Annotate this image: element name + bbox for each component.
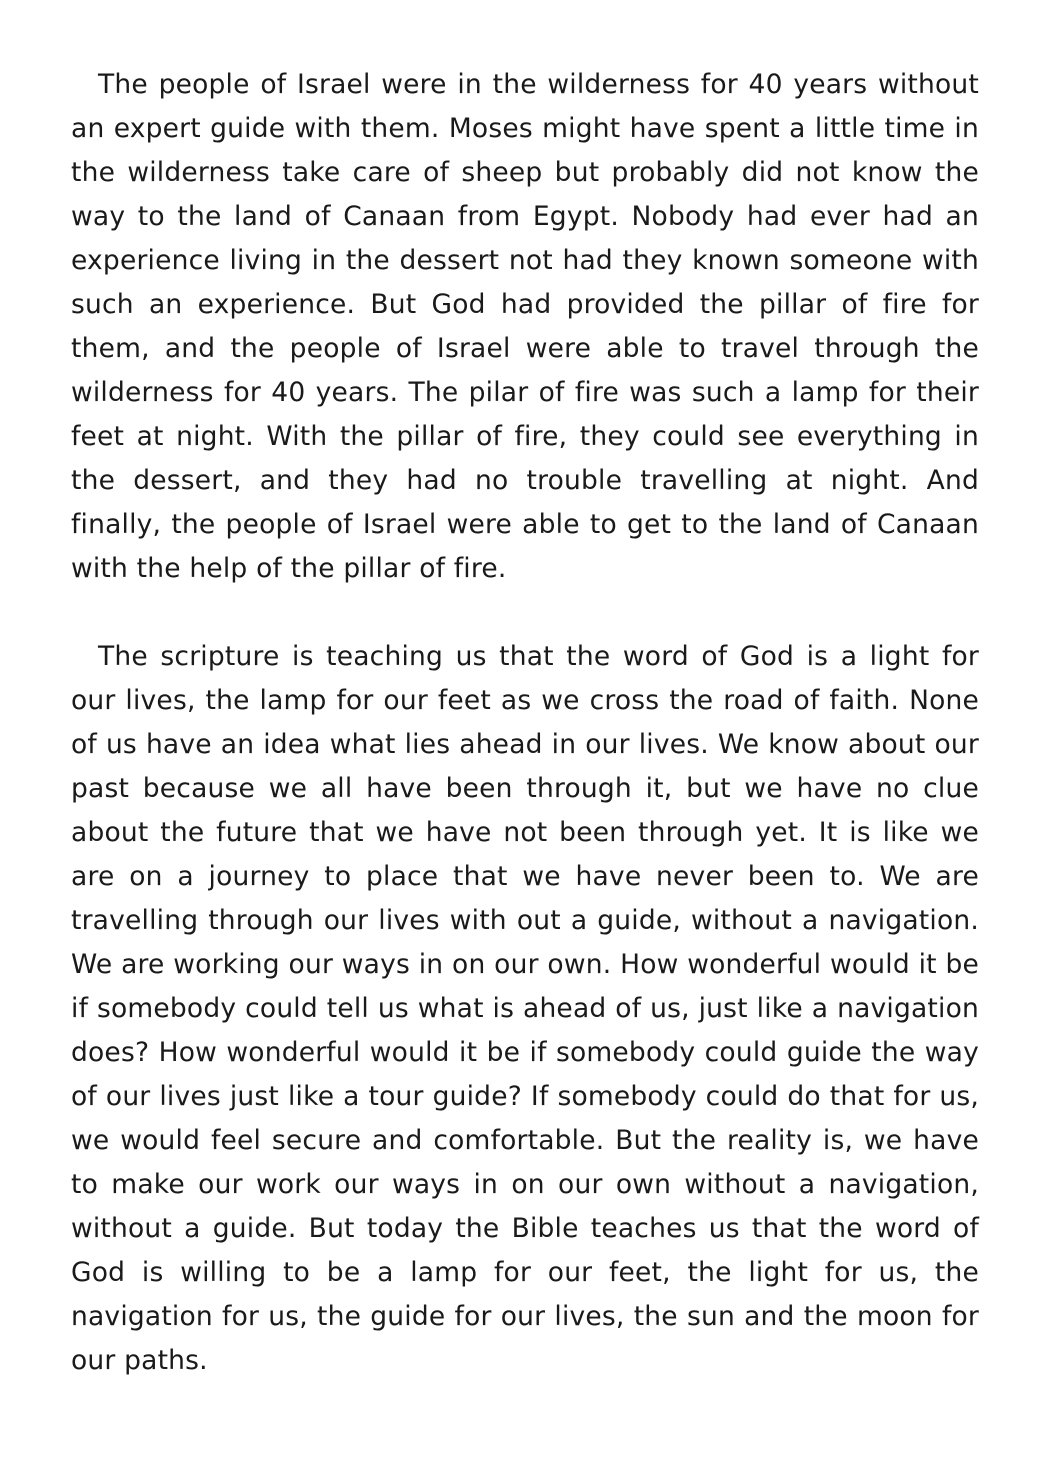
paragraph-word-of-god: The scripture is teaching us that the word of God is a light for our lives, the lamp for our feet as we cross the road of faith. None of us have an idea what lies ahead in our lives. We know about our past because we all have been through it, but we have no clue about the future that we have not been through yet. It is like we are on a journey to place that we have never been to. We are travelling through our lives with out a guide, without a navigation. We are working our ways in on our own. How wonderful would it be if somebody could tell us what is ahead of us, just like a navigation does? How wonderful would it be if somebody could guide the way of our lives just like a tour guide? If somebody could do that for us, we would feel secure and comfortable. But the reality is, we have to make our work our ways in on our own without a navigation, without a guide. But today the Bible teaches us that the word of God is willing to be a lamp for our feet, the light for us, the navigation for us, the guide for our lives, the sun and the moon for our paths.	[71, 641, 979, 1376]
document-page	[71, 63, 979, 1383]
paragraph-pillar-of-fire: The people of Israel were in the wilderness for 40 years without an expert guide with them. Moses might have spent a little time in the wilderness take care of sheep but probably did not know the way to the land of Canaan from Egypt. Nobody had ever had an experience living in the dessert not had they known someone with such an experience. But God had provided the pillar of fire for them, and the people of Israel were able to travel through the wilderness for 40 years. The pilar of fire was such a lamp for their feet at night. With the pillar of fire, they could see everything in the dessert, and they had no trouble travelling at night. And finally, the people of Israel were able to get to the land of Canaan with the help of the pillar of fire.	[71, 69, 979, 584]
